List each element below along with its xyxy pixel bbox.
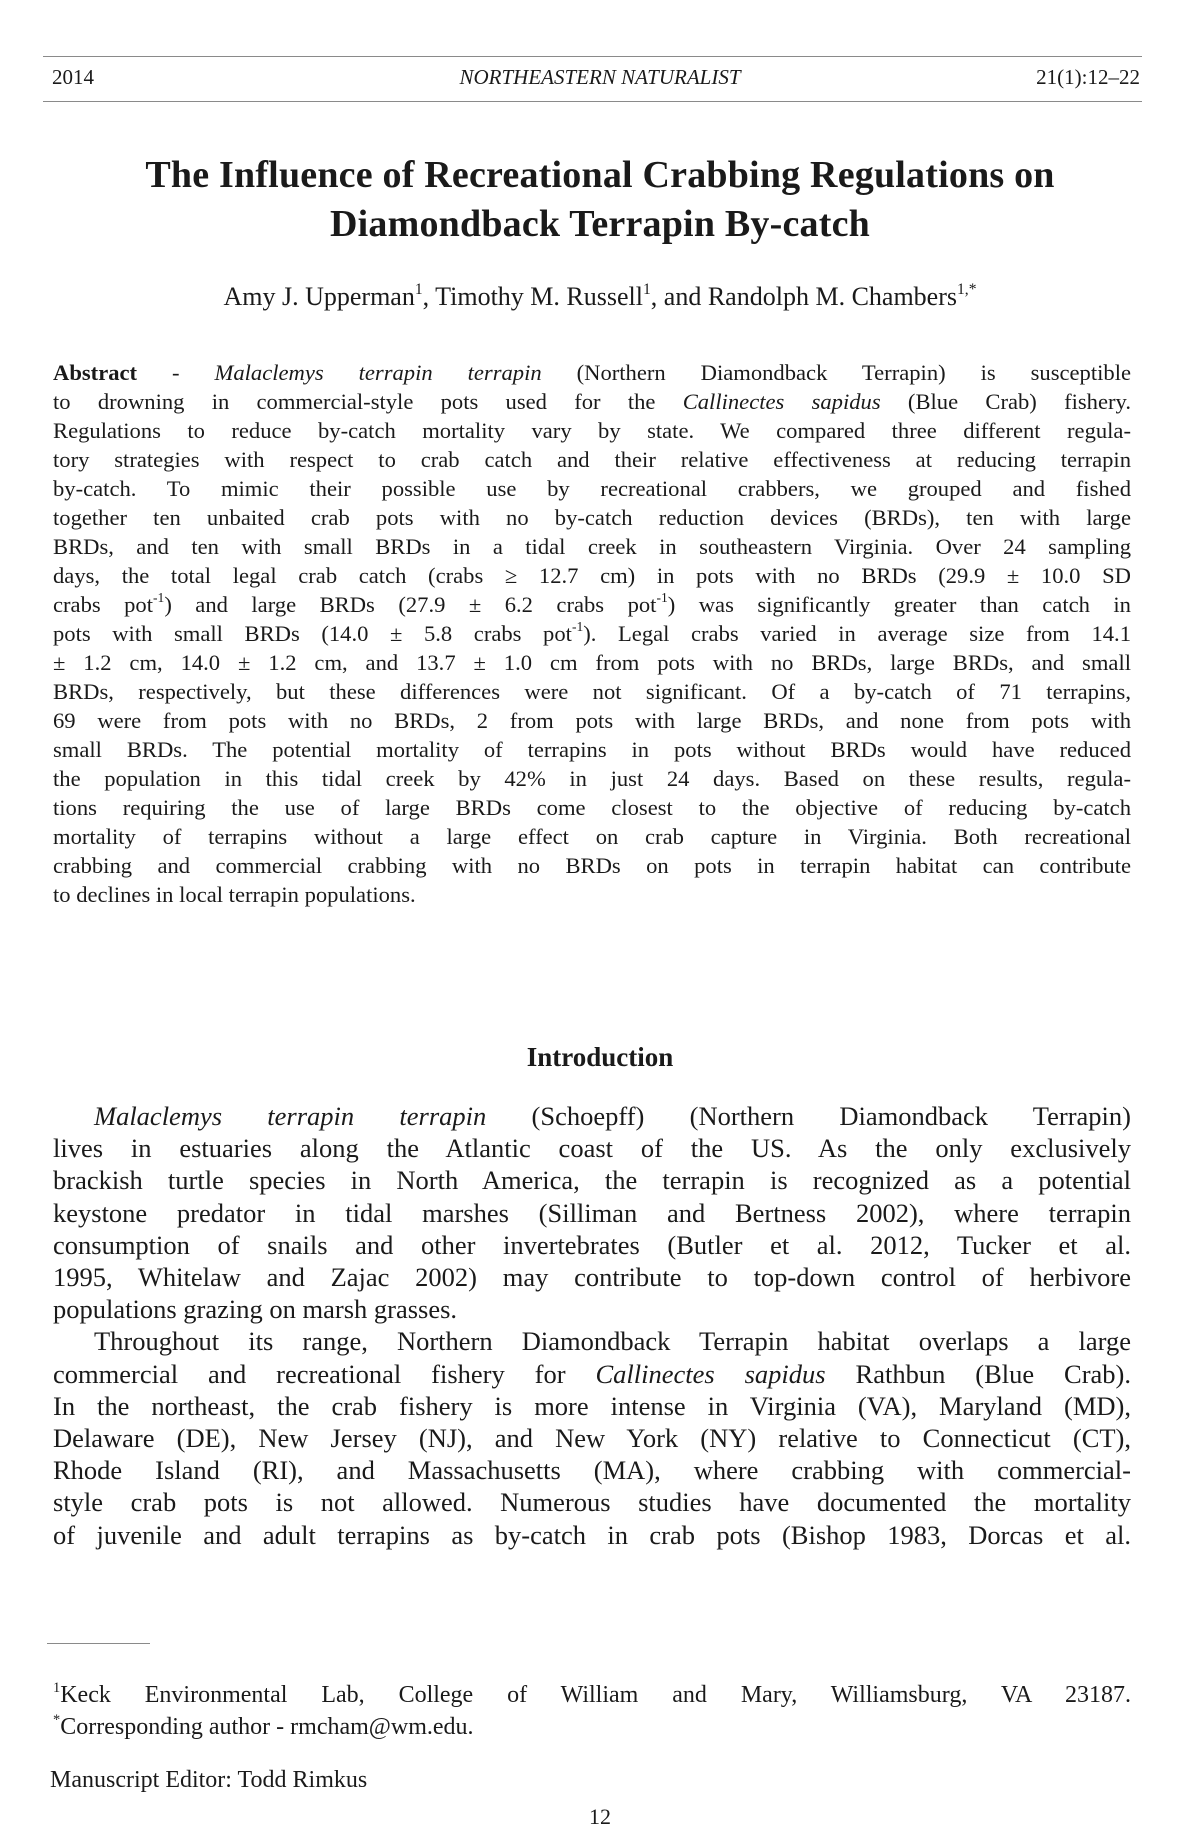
paragraph-line [53, 1260, 1131, 1294]
text-run: ). Legal crabs varied in average size from 14.1 [583, 621, 1131, 646]
superscript: -1 [571, 619, 584, 635]
paragraph-line [53, 1453, 1131, 1487]
header-bottom-rule [43, 101, 1142, 102]
footnote-rule [47, 1643, 150, 1644]
italic-species-name: Callinectes sapidus [682, 389, 881, 414]
manuscript-editor: Manuscript Editor: Todd Rimkus [50, 1767, 368, 1793]
text-run: Rhode Island (RI), and Massachusetts (MA), where crabbing with commercial- [53, 1455, 1131, 1486]
author-affiliation-mark: 1,* [957, 280, 977, 298]
author-name: Randolph M. Chambers [707, 282, 957, 311]
paragraph-line [53, 1389, 1131, 1423]
text-run: of juvenile and adult terrapins as by-catch in crab pots (Bishop 1983, Dorcas et al. [53, 1519, 1131, 1550]
text-run: In the northeast, the crab fishery is more intense in Virginia (VA), Maryland (MD), [53, 1390, 1131, 1421]
text-run: crabs pot [53, 592, 154, 617]
footnote-affiliation [53, 1680, 1131, 1710]
text-run: (Blue Crab) fishery. [880, 389, 1131, 414]
footnote-mark: 1 [53, 1679, 61, 1696]
header-journal-name: NORTHEASTERN NATURALIST [459, 65, 741, 89]
text-run: the population in this tidal creek by 42% in just 24 days. Based on these results, regula- [53, 766, 1131, 791]
text-run: mortality of terrapins without a large effect on crab capture in Virginia. Both recreational [53, 824, 1131, 849]
text-run: keystone predator in tidal marshes (Silliman and Bertness 2002), where terrapin [53, 1197, 1131, 1228]
abstract-line [53, 446, 1131, 474]
author-affiliation-mark: 1 [643, 280, 651, 298]
author-name: Timothy M. Russell [435, 282, 643, 311]
text-run: ) was significantly greater than catch in [667, 592, 1131, 617]
title-line-1: The Influence of Recreational Crabbing Regulations on [145, 154, 1055, 196]
abstract-line [53, 765, 1131, 793]
paragraph-line [53, 1357, 1131, 1391]
text-run: commercial and recreational fishery for [53, 1358, 596, 1389]
abstract-line [53, 620, 1131, 648]
abstract-line [53, 649, 1131, 677]
text-run: tory strategies with respect to crab catch and their relative effectiveness at reducing terrapin [53, 447, 1131, 472]
header-top-rule [43, 56, 1142, 57]
text-run: by-catch. To mimic their possible use by recreational crabbers, we grouped and fished [53, 476, 1131, 501]
paragraph-line [53, 1518, 1131, 1552]
text-run: brackish turtle species in North America, the terrapin is recognized as a potential [53, 1165, 1131, 1196]
footnote-text: Keck Environmental Lab, College of William and Mary, Williamsburg, VA 23187. [60, 1682, 1131, 1708]
text-run: 1995, Whitelaw and Zajac 2002) may contribute to top-down control of herbivore [53, 1262, 1131, 1292]
abstract-line [53, 823, 1131, 851]
text-run: style crab pots is not allowed. Numerous studies have documented the mortality [53, 1487, 1131, 1518]
abstract-line [53, 359, 1131, 387]
italic-species-name: Malaclemys terrapin terrapin [214, 360, 542, 385]
abstract-line [53, 591, 1131, 619]
abstract-line [53, 678, 1131, 706]
abstract-line [53, 881, 1131, 909]
author-separator: , and [650, 282, 708, 311]
abstract-line [53, 852, 1131, 880]
abstract-line [53, 736, 1131, 764]
paragraph-line [94, 1099, 1131, 1133]
superscript: -1 [656, 590, 668, 606]
text-run: BRDs, respectively, but these differences were not significant. Of a by-catch of 71 terrapins, [53, 679, 1131, 704]
header-year: 2014 [52, 65, 94, 89]
text-run: Throughout its range, Northern Diamondback Terrapin habitat overlaps a large [94, 1326, 1131, 1357]
abstract-line [53, 794, 1131, 822]
title-line-2: Diamondback Terrapin By-catch [330, 203, 870, 245]
text-run: to declines in local terrapin populations. [53, 882, 416, 907]
text-run: Regulations to reduce by-catch mortality vary by state. We compared three different regula- [53, 418, 1131, 443]
abstract-line [53, 533, 1131, 561]
text-run: tions requiring the use of large BRDs come closest to the objective of reducing by-catch [53, 795, 1131, 820]
author-name: Amy J. Upperman [223, 282, 415, 311]
paragraph-line [53, 1485, 1131, 1519]
paragraph-line [53, 1292, 1131, 1326]
paragraph-line [53, 1163, 1131, 1197]
text-run: Rathbun (Blue Crab). [825, 1358, 1132, 1389]
italic-species-name: Malaclemys terrapin terrapin [94, 1101, 487, 1131]
text-run: ± 1.2 cm, 14.0 ± 1.2 cm, and 13.7 ± 1.0 cm from pots with no BRDs, large BRDs, and small [53, 650, 1131, 675]
abstract-line [53, 417, 1131, 445]
superscript: -1 [153, 590, 165, 606]
text-run: Delaware (DE), New Jersey (NJ), and New York (NY) relative to Connecticut (CT), [53, 1423, 1131, 1453]
text-run: - [137, 360, 215, 385]
header-volume-pages: 21(1):12–22 [1036, 65, 1140, 89]
author-list [0, 280, 1200, 314]
paragraph-line [53, 1228, 1131, 1262]
text-run: 69 were from pots with no BRDs, 2 from pots with large BRDs, and none from pots with [53, 708, 1131, 733]
page-number: 12 [589, 1804, 611, 1829]
author-separator: , [422, 282, 436, 311]
text-run: (Northern Diamondback Terrapin) is susceptible [541, 360, 1131, 385]
text-run: BRDs, and ten with small BRDs in a tidal creek in southeastern Virginia. Over 24 sampling [53, 534, 1131, 559]
text-run: (Schoepff) (Northern Diamondback Terrapin) [486, 1101, 1131, 1131]
footnote-mark: * [53, 1711, 61, 1728]
paragraph-line [53, 1196, 1131, 1230]
text-run: crabbing and commercial crabbing with no BRDs on pots in terrapin habitat can contribute [53, 853, 1131, 878]
italic-species-name: Callinectes sapidus [595, 1358, 826, 1389]
abstract-line [53, 562, 1131, 590]
text-run: consumption of snails and other invertebrates (Butler et al. 2012, Tucker et al. [53, 1229, 1131, 1260]
text-run: lives in estuaries along the Atlantic coast of the US. As the only exclusively [53, 1133, 1131, 1164]
paragraph-line [53, 1131, 1131, 1165]
section-heading-introduction: Introduction [526, 1042, 674, 1072]
abstract-line [53, 475, 1131, 503]
text-run: to drowning in commercial-style pots used for the [53, 389, 683, 414]
text-run: populations grazing on marsh grasses. [53, 1294, 458, 1325]
paragraph-line [94, 1324, 1131, 1358]
text-run: pots with small BRDs (14.0 ± 5.8 crabs pot [53, 621, 572, 646]
text-run: small BRDs. The potential mortality of terrapins in pots without BRDs would have reduced [53, 737, 1131, 762]
abstract-line [53, 707, 1131, 735]
text-run: together ten unbaited crab pots with no by-catch reduction devices (BRDs), ten with large [53, 505, 1131, 530]
footnote-text: Corresponding author - rmcham@wm.edu. [60, 1714, 474, 1740]
abstract-line [53, 504, 1131, 532]
abstract-label: Abstract [53, 360, 138, 385]
author-affiliation-mark: 1 [414, 280, 423, 298]
paragraph-line [53, 1421, 1131, 1455]
text-run: ) and large BRDs (27.9 ± 6.2 crabs pot [164, 592, 657, 617]
abstract-line [53, 388, 1131, 416]
text-run: days, the total legal crab catch (crabs ≥ 12.7 cm) in pots with no BRDs (29.9 ± 10.0 SD [53, 563, 1131, 588]
footnote-corresponding [53, 1712, 1131, 1742]
